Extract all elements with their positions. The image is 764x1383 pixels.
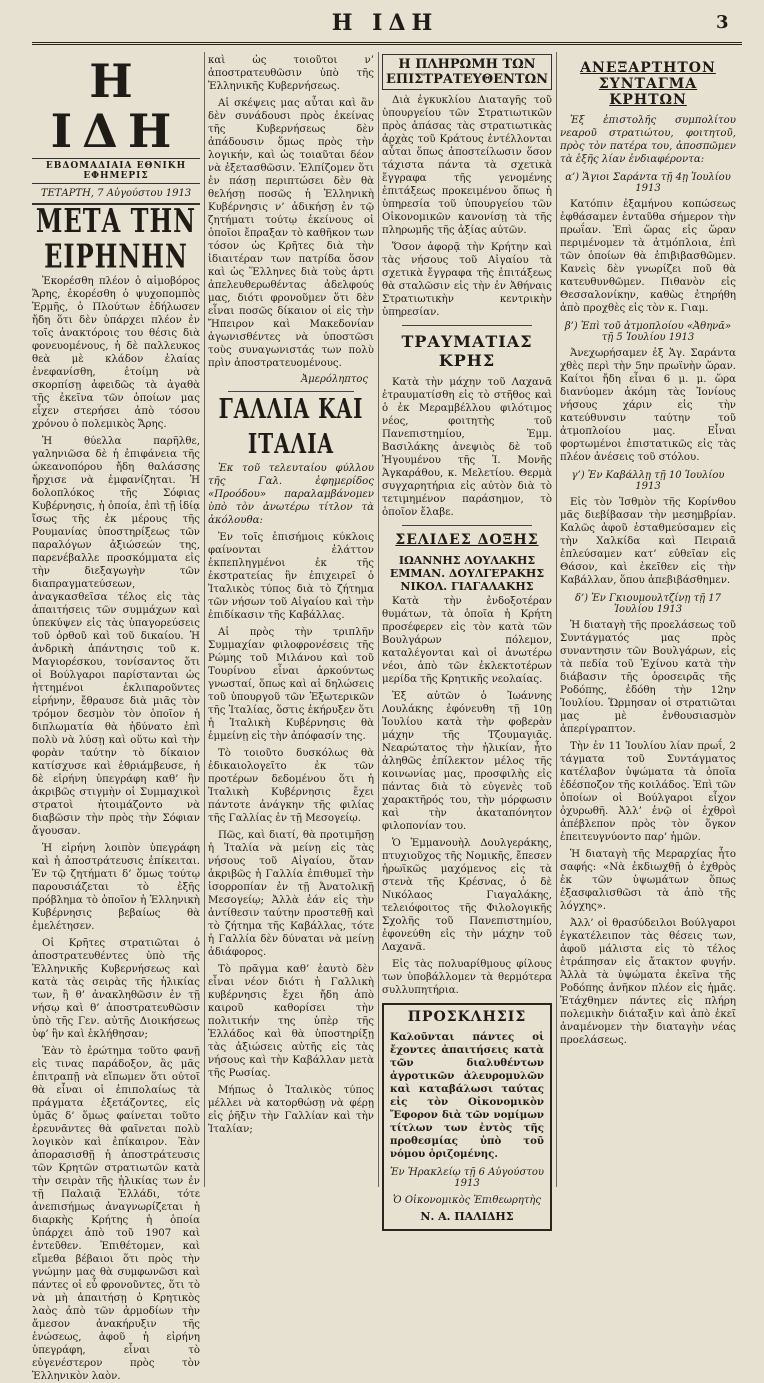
- notice-title: ΠΡΟΣΚΛΗΣΙΣ: [407, 1009, 527, 1025]
- notice-box: [382, 1003, 552, 1231]
- masthead-title: Η ΙΔΗ: [50, 54, 182, 158]
- article-paragraph: Οἱ Κρῆτες στρατιῶται ὁ ἀποστρατευθέντες ὑπὸ τῆς Ἑλληνικῆς Κυβερνήσεως καὶ κατὰ τὰς σειρὰς τῆς ἡλικίας των, ἢ θ’ ἀνακληθῶσιν ἐν τῇ νήσῳ καὶ θ’ ἀποστρατευθῶσιν ὑπὸ τῆς Γεν. αὐτῆς Διοικήσεως ὑφ’ ἣν καὶ ἐκλήθησαν;: [32, 938, 200, 1040]
- article-title: ΑΝΕΞΑΡΤΗΤΟΝ ΣΥΝΤΑΓΜΑ ΚΡΗΤΩΝ: [580, 60, 716, 108]
- honoree-names: ΙΩΑΝΝΗΣ ΛΟΥΛΑΚΗΣ ΕΜΜΑΝ. ΔΟΥΛΓΕΡΑΚΗΣ ΝΙΚΟΛ. ΓΙΑΓΑΛΑΚΗΣ: [389, 554, 545, 593]
- article-paragraph: Τὴν ἐν 11 Ἰουλίου λίαν πρωΐ, 2 τάγματα τοῦ Συντάγματος κατέλαβον ὑψώματα τὰ ὁποῖα ἐδέσποζον τῆς κοιλάδος. Ἐπὶ τῶν ὁποίων οἱ Βούλγαροι εἶχον ὀχυρωθῆ. Ἀλλ’ ἐνῷ οἱ ἐχθροὶ ἀπέβλεπον πρὸς τὸν ὅγκον ἐπειτευγνύοντο παρ’ ἡμῶν.: [560, 741, 736, 843]
- article-paragraph: Τὸ τοιοῦτο δυσκόλως θὰ ἐδικαιολογεῖτο ἐκ τῶν προτέρων δεδομένου ὅτι ἡ Ἰταλικὴ Κυβέρνησις ἔχει πάντοτε ἀνάγκην τῆς φιλίας τῆς Γαλλίας ἐν τῇ Μεσογείῳ.: [208, 748, 374, 824]
- notice-date: Ἐν Ἡρακλείῳ τῇ 6 Αὐγούστου 1913: [390, 1167, 544, 1189]
- article-paragraph: Μήπως ὁ Ἰταλικὸς τύπος μέλλει νὰ κατορθώσῃ νὰ φέρῃ εἰς ῥῆξιν τὴν Γαλλίαν καὶ τὴν Ἰταλίαν;: [208, 1085, 374, 1135]
- article-paragraph: Ἐὰν τὸ ἐρώτημα τοῦτο φανῇ εἰς τινας παράδοξον, ἂς μᾶς ἐπιτραπῇ νὰ εἴπωμεν ὅτι οὐτοῖ θὰ εἶναι οἱ ἐπιπολαίως τὰ πράγματα ἐξετάζοντες, εἰς ὑμᾶς δ’ ὅμως φαίνεται τοῦτο ἐρευνᾶντες θὰ φαῖνεται πολὺ λογικὸν καὶ ἐπίκαιρον. Ἐὰν ἀπορασισθῇ ἡ ἀποστράτευσις τῶν Κρητῶν στρατιωτῶν κατὰ τὴν σειρὰν τῆς ἡλικίας των ἐν τῇ Παλαιᾷ Ἑλλάδι, τότε ἀνεπισήμως ἀναγνωρίζεται ἡ διαρκὴς Κρήτης ἡ ὁποία ὑπάρχει ἀπὸ τοῦ 1907 καὶ ἐντεῦθεν. Ἐπιθέτομεν, καὶ εἴμεθα βέβαιοι ὅτι πρὸς τὴν γνώμην μας θὰ συμφωνῶσι καὶ πάντες οἱ εὖ φρονοῦντες, ὅτι τὸ νὰ μὴ ἀπαιτήσῃ ὁ Κρητικὸς λαὸς ἀπὸ τῶν ἀρμοδίων τὴν ἄμεσον ἀνακήρυξιν τῆς ἑνώσεως, ἀφοῦ ἡ εἰρήνη ὑπεγράφη, εἶναι τὸ εὐγενέστερον πρὸς τὸν Ἑλληνικὸν λαὸν.: [32, 1046, 200, 1382]
- masthead-subtitle: ΕΒΔΟΜΑΔΙΑΙΑ ΕΘΝΙΚΗ ΕΦΗΜΕΡΙΣ: [32, 158, 200, 184]
- article-paragraph: Διὰ ἐγκυκλίου Διαταγῆς τοῦ ὑπουργείου τῶν Στρατιωτικῶν πρὸς ἁπάσας τὰς στρατιωτικὰς ἀρχὰς τοῦ Κράτους ἐντέλλονται αὗται ὅπως ἀποστείλωσιν ὅσον τάχιστα πάντα τὰ σχετικὰ ἔγγραφα τῆς γενομένης ἐπιτάξεως προκειμένου ὅπως ἡ ὑπηρεσία τοῦ ὑπουργείου τῶν Οἰκονομικῶν κανονίσῃ τὰ τῆς πληρωμῆς τῆς ἀξίας αὐτῶν.: [382, 95, 552, 236]
- letter-dateline: γ’) Ἐν Καβάλλῃ τῇ 10 Ἰουλίου 1913: [571, 470, 725, 492]
- article-paragraph: Ἀνεχωρήσαμεν ἐξ Ἁγ. Σαράντα χθὲς περὶ τὴν 5ην πρωϊνὴν ὥραν. Καίτοι ἤδη εἶναι 6 μ. μ. ὥρα διανύομεν ἀκόμη τὰς Ἰονίους νήσους χάριν εἰς τὴν κατεύθυνσιν ταύτην τοῦ ἀτμοπλοίου μας. Εἶναι φορτωμένοι ἐπιστατικῶς εἰς τὰς πλέον ἀνέσεις τοῦ στόλου.: [560, 348, 736, 463]
- column-divider: [556, 52, 557, 1187]
- column-divider: [378, 52, 379, 1187]
- column-4: [560, 54, 736, 1189]
- article-paragraph: Ὁ Ἐμμανουὴλ Δουλγεράκης, πτυχιοῦχος τῆς Νομικῆς, ἔπεσεν ἡρωϊκῶς μαχόμενος εἰς τὰ στενὰ τῆς Κρέσνας, ὁ δὲ Νικόλαος Γιαγαλάκης, τελειόφοιτος τῆς Φιλολογικῆς Σχολῆς τοῦ Πανεπιστημίου, ἐφονεύθη εἰς τὴν μάχην τοῦ Λαχανᾶ.: [382, 838, 552, 953]
- notice-signature: Ν. Α. ΠΑΛΙΔΗΣ: [420, 1210, 514, 1223]
- article-paragraph: Ἡ διαταγὴ τῆς Μεραρχίας ἦτο σαφής: «Νὰ ἐκδιωχθῇ ὁ ἐχθρὸς ἐκ τῶν ὑψωμάτων ὅπως ἐξασφαλισθῶσι τὰ ἀπὸ τῆς λόγχης».: [560, 849, 736, 912]
- article-paragraph: Κατόπιν ἐξαμήνου κοπώσεως ἐφθάσαμεν ἐνταῦθα σήμερον τὴν πρωΐαν. Ἐπὶ ὥρας εἰς ὥραν περιμένομεν τὰ ἀτμόπλοια, ἐπὶ τῶν ὁποίων θὰ ἐπιβιβασθῶμεν. Κανεὶς δὲν γνωρίζει ποῦ θὰ κατευθυνθῶμεν. Πιθανὸν εἰς Θεσσαλονίκην, καθὼς ἐτηρήθη ἀπὸ προχθὲς εἰς τὸν κ. Γιαμ.: [560, 199, 736, 314]
- running-header-title: Η ΙΔΗ: [331, 10, 439, 36]
- article-lead: Ἐξ ἐπιστολῆς συμπολίτου νεαροῦ στρατιώτου, φοιτητοῦ, πρὸς τὸν πατέρα του, ἀποσπῶμεν τὰ ἑξῆς λίαν ἐνδιαφέροντα:: [560, 115, 736, 165]
- article-title: ΤΡΑΥΜΑΤΙΑΣ ΚΡΗΣ: [401, 332, 533, 370]
- article-signature: Ἀμερόληπτος: [300, 374, 368, 385]
- notice-text: Καλοῦνται πάντες οἱ ἔχοντες ἀπαιτήσεις κατὰ τῶν διαλυθέντων ἀγροτικῶν ἀλευρομυλῶν καὶ καταβάλωσι ταύτας εἰς τὸν Οἰκονομικὸν Ἔφορον διὰ τῶν νομίμων τίτλων των ἐντὸς τῆς προθεσμίας ὑπὸ τοῦ νόμου ὁριζομένης.: [390, 1031, 544, 1160]
- column-2: [208, 54, 374, 1189]
- article-paragraph: Κατὰ τὴν μάχην τοῦ Λαχανᾶ ἐτραυματίσθη εἰς τὸ στῆθος καὶ ὁ ἐκ Μεραμβέλλου φιλότιμος νέος, φοιτητὴς τοῦ Πανεπιστημίου, Ἐμμ. Βασιλάκης ἀνεψιὸς δὲ τοῦ Ἡγουμένου τῆς Ἱ. Μονῆς Ἀγκαράθου, κ. Μελετίου. Θερμὰ συγχαρητήρια εἰς αὐτὸν διὰ τὸ τετιμημένον παράσημον, τὸ ὁποῖον ἔλαβε.: [382, 377, 552, 518]
- article-paragraph: Ἐν τοῖς ἐπισήμοις κύκλοις φαίνονται ἐλάττον ἐκπεπληγμένοι ἐκ τῆς ἐκστρατείας ἣν ἐπιχειρεῖ ὁ Ἰταλικὸς τύπος διὰ τὸ ζήτημα τῶν νήσων τοῦ Αἰγαίου καὶ τὴν ἐπιδίκασιν τῆς Καβάλλας.: [208, 532, 374, 621]
- article-paragraph: Εἰς τὸν Ἰσθμὸν τῆς Κορίνθου μᾶς διεβίβασαν τὴν μεσημβρίαν. Καλῶς ἀφοῦ ἐσταθμεύσαμεν εἰς τὴν Χαλκίδα καὶ Πειραιᾶ ἐπλεύσαμεν κατ’ εὐθεῖαν εἰς Θάσον, καὶ ἐκεῖθεν εἰς τὴν Καβάλλαν, ὅπου ἀπεβιβάσθημεν.: [560, 497, 736, 586]
- header-rule: [32, 42, 742, 45]
- dateline: ΤΕΤΑΡΤΗ, 7 Αὐγούστου 1913: [32, 186, 200, 205]
- letter-dateline: β’) Ἐπὶ τοῦ ἀτμοπλοίου «Ἀθηνᾶ» τῇ 5 Ἰουλίου 1913: [564, 321, 732, 343]
- notice-office: Ὁ Οἰκονομικὸς Ἐπιθεωρητὴς: [393, 1195, 541, 1206]
- article-paragraph: Ἡ εἰρήνη λοιπὸν ὑπεγράφη καὶ ἡ ἀποστράτευσις ἐπίκειται. Ἐν τῷ ζητήματι δ’ ὅμως τούτῳ παρουσιάζεται τὸ ἐξῆς πρόβλημα τὸ ὁποῖον ἡ Ἑλληνικὴ Κυβέρνησις βεβαίως θὰ ἐμελέτησεν.: [32, 843, 200, 932]
- article-paragraph: Πῶς, καὶ διατί, θὰ προτιμῆσῃ ἡ Ἰταλία νὰ μείνῃ εἰς τὰς νήσους τοῦ Αἰγαίου, ὅταν ἀκριβῶς ἡ Γαλλία ἐπιθυμεῖ τὴν ἰσορροπίαν ἐν τῇ Ἀνατολικῇ Μεσογείῳ; Ἀλλὰ ἐάν εἰς τὴν ἀντίθεσιν ταύτην προστεθῇ καὶ τὸ ζήτημα τῆς Καβάλλας, τότε ἡ Γαλλία δὲν δύναται νὰ μείνῃ ἀδιάφορος.: [208, 830, 374, 958]
- article-paragraph: Αἱ πρὸς τὴν τριπλῆν Συμμαχίαν φιλοφρονέσεις τῆς Ρώμης τοῦ Μιλάνου καὶ τοῦ Τουρίνου εἶναι ἀρκούντως γνωσταί, ὅπως καὶ αἱ δηλώσεις τοῦ ὑπουργοῦ τῶν Ἐξωτερικῶν τῆς Ἰταλίας, ὅστις ἐκήρυξεν ὅτι ἡ Ἰταλικὴ Κυβέρνησις θὰ ἐμμείνῃ εἰς τὴν ἀπόφασίν της.: [208, 627, 374, 742]
- column-divider: [204, 52, 205, 1187]
- letter-dateline: α’) Ἅγιοι Σαράντα τῇ 4ῃ Ἰουλίου 1913: [565, 172, 731, 194]
- section-separator: [402, 525, 532, 526]
- article-title: ΜΕΤΑ ΤΗΝ ΕΙΡΗΝΗΝ: [35, 201, 197, 276]
- letter-dateline: δ’) Ἐν Γκιουμουλτζίνῃ τῇ 17 Ἰουλίου 1913: [574, 593, 722, 615]
- article-title: Η ΠΛΗΡΩΜΗ ΤΩΝ ΕΠΙΣΤΡΑΤΕΥΘΕΝΤΩΝ: [382, 54, 552, 90]
- article-paragraph: Αἱ σκέψεις μας αὗται καὶ ἂν δὲν συνάδουσι πρὸς ἐκείνας τῆς Κυβερνήσεως δὲν ἀπάδουσιν ὅμως πρὸς τὴν λογικήν, καὶ ὡς τοιαῦται δέον νὰ ἐξετασθῶσιν. Ἐλπίζομεν ὅτι ἐν πάσῃ περιπτώσει δὲν θὰ θελήσῃ ποσῶς ἡ Ἑλληνικὴ Κυβέρνησις ν’ ἀδικήσῃ ἐν τῷ ζητήματι τούτῳ ἐκείνους οἱ ὁποῖοι ἔπραξαν τὸ καθῆκον των τόσον ὡς Κρῆτες διὰ τὴν ἰδιαιτέραν των πατρίδα ὅσον καὶ ὡς Ἕλληνες διὰ τοὺς ἀρτι ἀπελευθερωθέντας ἀδελφούς μας, διότι φρονοῦμεν ὅτι δὲν εἶναι ποσῶς δίκαιον οἱ εἰς τὴν Ἤπειρον καὶ Μακεδονίαν ἀγωνισθέντες νὰ ὑποστῶσι τοὺς συναγωνιστάς των πολὺ πρὶν ἀποστρατευομένους.: [208, 98, 374, 369]
- article-paragraph: Κατὰ τὴν ἐνδοξοτέραν θυμάτων, τὰ ὁποῖα ἡ Κρήτη προσέφερεν εἰς τὸν κατὰ τῶν Βουλγάρων πόλεμον, καταλέγονται καὶ οἱ ἀνωτέρω νέοι, ἀπὸ τῶν ἐκλεκτοτέρων μερίδα τῆς Κρητικῆς νεολαίας.: [382, 596, 552, 685]
- article-paragraph: Ὅσον ἀφορᾷ τὴν Κρήτην καὶ τὰς νήσους τοῦ Αἰγαίου τὰ σχετικὰ ἔγγραφα τῆς ἐπιτάξεως θὰ σταλῶσιν εἰς τὴν ἐν Ἀθήναις Στρατιωτικὴν κεντρικὴν ὑπηρεσίαν.: [382, 242, 552, 318]
- article-paragraph: Ἡ διαταγὴ τῆς προελάσεως τοῦ Συντάγματός μας πρὸς συναντησιν τῶν Βουλγάρων, εἰς τὰ πεδία τοῦ Ἐχίνου κατὰ τὴν διάβασιν τῆς ὁροσειρᾶς τῆς Ροδόπης, ἐδόθη τὴν 12ην Ἰουλίου. Ὥρμησαν οἱ στρατιῶται μας μὲ ἐνθουσιασμὸν ἀπερίγραπτον.: [560, 620, 736, 735]
- column-1: [32, 54, 200, 1382]
- column-3: [382, 54, 552, 1223]
- page-number: 3: [716, 12, 729, 33]
- article-paragraph: Εἰς τὰς πολυαρίθμους φίλους των ὑποβάλλομεν τὰ θερμότερα συλλυπητήρια.: [382, 959, 552, 996]
- article-paragraph: Ἀλλ’ οἱ θρασύδειλοι Βούλγαροι ἐγκατέλειπον τὰς θέσεις των, ἀφοῦ μάλιστα εἰς τὸ τέλος ἐτράπησαν εἰς ἄτακτον φυγήν. Ἀλλὰ τὰ ὑψώματα ἐκεῖνα τῆς Ροδόπης ἀνῆκον πλέον εἰς ἡμᾶς. Ἐτάχθημεν πάντες εἰς πλήρη πολεμικὴν διάταξιν καὶ ἀπὸ ἐκεῖ ἀναμένομεν τὴν διαταγὴν νέας προελάσεως.: [560, 918, 736, 1046]
- section-separator: [402, 325, 532, 326]
- article-paragraph: καὶ ὡς τοιοῦτοι ν’ ἀποστρατευθῶσιν ὑπὸ τῆς Ἑλληνικῆς Κυβερνήσεως.: [208, 55, 374, 92]
- article-paragraph: Τὸ πρᾶγμα καθ’ ἑαυτὸ δὲν εἶναι νέον διότι ἡ Γαλλικὴ κυβέρνησις ἔχει ἤδη ἀπὸ καιροῦ καθορίσει τὴν πολιτικήν της ὑπὲρ τῆς Ἑλλάδος καὶ θὰ ὑποστηρίξῃ τὰς ἀξιώσεις αὐτῆς εἰς τὰς νήσους καὶ τὴν Καβάλλαν μετὰ τῆς Ρωσίας.: [208, 964, 374, 1079]
- article-lead: Ἐκ τοῦ τελευταίου φύλλου τῆς Γαλ. ἐφημερίδος «Προόδου» παραλαμβάνομεν ὑπὸ τὸν ἀνωτέρω τίτλον τὰ ἀκόλουθα:: [208, 463, 374, 526]
- article-paragraph: Ἐξ αὐτῶν ὁ Ἰωάννης Λουλάκης ἐφόνευθη τῇ 10ῃ Ἰουλίου κατὰ τὴν φοβερὰν μάχην τῆς Τζουμαγιᾶς. Νεαρώτατος τὴν ἡλικίαν, ἦτο ἀληθῶς ἐπίλεκτον μέλος τῆς κοινωνίας μας, προσφιλὴς εἰς πάντας διὰ τὸ εὐγενὲς τοῦ χαρακτῆρός του, τὴν μόρφωσιν καὶ τὴν ἀκαταπόνητον φιλοπονίαν του.: [382, 691, 552, 832]
- article-paragraph: Ἐκορέσθη πλέον ὁ αἱμοβόρος Ἄρης, ἐκορέσθη ὁ ψυχοπομπὸς Ἑρμῆς, ὁ Πλούτων ἐδήλωσεν ἤδη ὅτι δὲν ὑπάρχει πλέον ἐν τοῖς ἀνακτόροις του θέσις διὰ φονευομένους, ἡ δὲ παλλευκος θεὰ μὲ κλάδον ἐλαίας ἐνεφανίσθη, ἑτοίμη νὰ σκορπίσῃ ἀφειδῶς τὰ ἀγαθὰ τῆς ἐκεῖνα τῶν ὁποίων μας εἶχεν στερήσει ἀπὸ τόσου χρόνου ὁ πολεμικὸς Ἄρης.: [32, 276, 200, 430]
- article-title: ΣΕΛΙΔΕΣ ΔΟΞΗΣ: [395, 532, 539, 548]
- article-title: ΓΑΛΛΙΑ ΚΑΙ ΙΤΑΛΙΑ: [218, 392, 364, 460]
- article-paragraph: Ἡ θύελλα παρῆλθε, γαληνιῶσα δὲ ἡ ἐπιφάνεια τῆς ὡκεανοπόρου ἤδη θαλάσσης ἤρχισε νὰ ἐμφανίζηται. Ἡ δολοπλόκος τῆς Σόφιας Κυβέρνησις, ἡ ὁποία, ἐπὶ τῇ ἰδίᾳ ἴσως τῆς ἐκ μέρους τῆς Ρουμανίας ὑποστηρίξεως τῶν παραλόγων ἀξιώσεών της, παρενέβαλλε προσκόμματα εἰς τὴν διεξαγωγὴν τῶν διαπραγματεύσεων, ἀναγκασθεῖσα τέλος εἰς τὰς ἀπαιτήσεις τῶν συμμάχων καὶ ὑπεκύψεν εἰς τὰς ὑπαγορεύσεις τοῦ ὀρθοῦ καὶ τοῦ δικαίου. Ἡ ἀνδρικὴ ἀπάντησις τοῦ κ. Μαγιορέσκου, τονίσαντος ὅτι οἱ Βούλγαροι παρίστανται ὡς ἡττημένοι ἐκλιπαροῦντες εἰρήνην, ἔθραυσε διὰ μιᾶς τὸν τρόμον δεσμὸν τὸν ὁποῖον ἡ διπλωματία θὰ ἠδύνατο ἐπὶ πολὺ νὰ λύσῃ καὶ οὕτω καὶ τὴν φορὰν ταύτην τὸ δίκαιον κατίσχυσε καὶ ἐθριάμβευσε, ἡ δὲ εἰρήνη ὑπεγράφη καθ’ ἣν ἀκριβῶς στιγμὴν οἱ Συμμαχικοὶ στρατοὶ ἡτοιμάζοντο νὰ διαβῶσιν τὴν πρὸς τὴν Σόφιαν ἄγουσαν.: [32, 436, 200, 837]
